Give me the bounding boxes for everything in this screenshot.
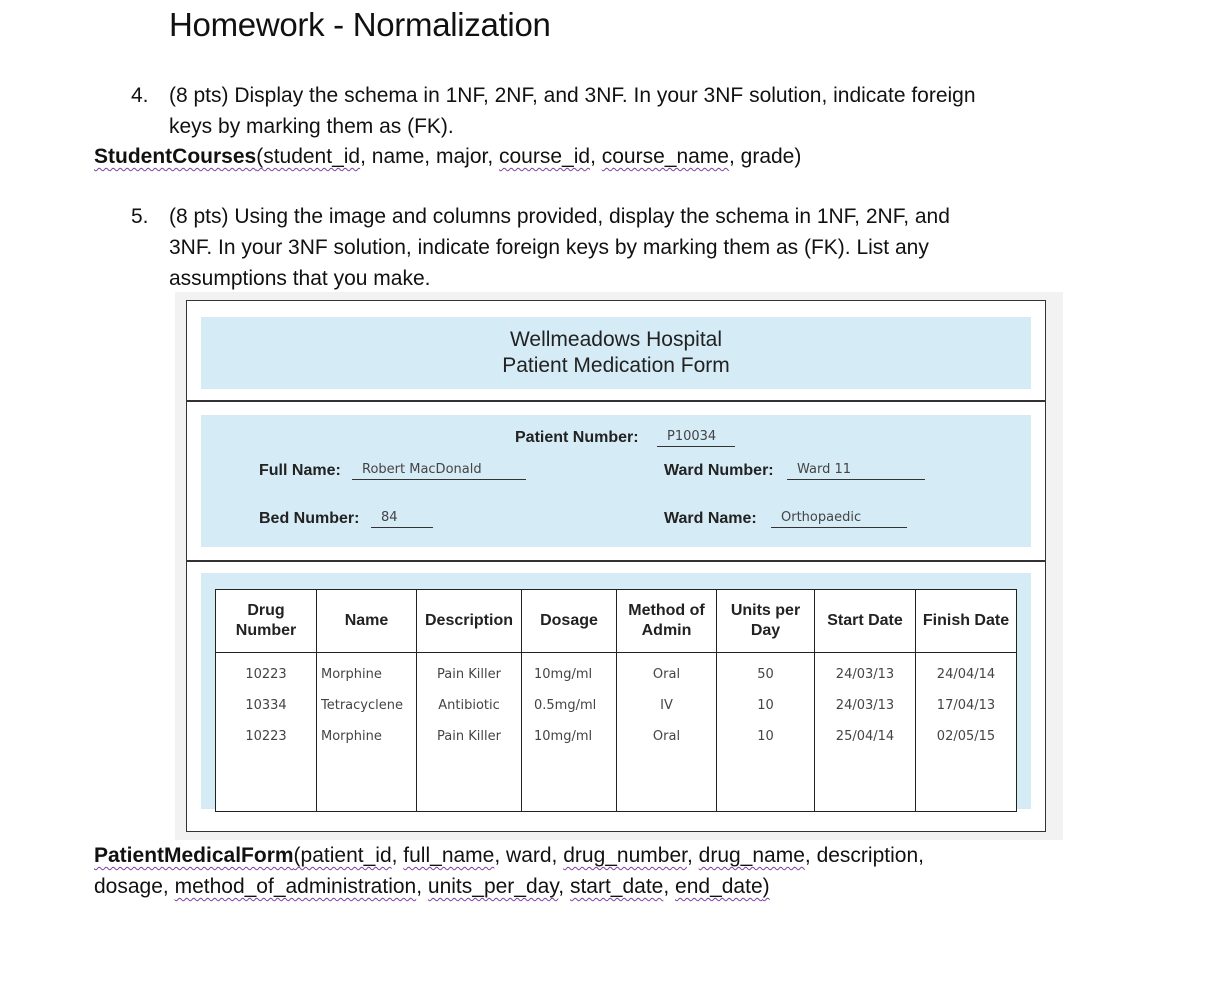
ward-number-value: Ward 11 (787, 462, 925, 480)
column-header: Drug Number (216, 590, 317, 653)
column-header: Name (317, 590, 417, 653)
table-cell: 02/05/15 (936, 729, 996, 744)
bed-number-value: 84 (371, 510, 433, 528)
column-description (417, 653, 522, 812)
table-cell: Oral (652, 729, 681, 744)
schema-attr: patient_id (300, 844, 392, 867)
question-4-number: 4. (131, 84, 149, 107)
column-method (617, 653, 717, 812)
question-5-line-2: 3NF. In your 3NF solution, indicate foreign keys by marking them as (FK). List any (169, 236, 929, 259)
schema-line-2: dosage, method_of_administration, units_per_day, start_date, end_date) (94, 875, 770, 898)
question-4 (0, 80, 1216, 142)
bed-number-label: Bed Number: (259, 510, 360, 527)
schema-line-1: PatientMedicalForm(patient_id, full_name, ward, drug_number, drug_name, description, (94, 844, 924, 867)
table-cell: Morphine (321, 667, 382, 682)
schema-attr: start_date (569, 875, 664, 898)
question-5 (0, 201, 1216, 294)
table-body-row (216, 653, 1017, 812)
patient-number-label: Patient Number: (515, 429, 639, 446)
question-5-number: 5. (131, 205, 149, 228)
schema-attr: drug_number (563, 844, 687, 867)
column-start-date (815, 653, 916, 812)
column-header: Description (417, 590, 522, 653)
table-cell: 24/03/13 (835, 698, 895, 713)
ward-name-value: Orthopaedic (771, 510, 907, 528)
form-title: Patient Medication Form (502, 354, 730, 377)
schema-attr: units_per_day (427, 875, 559, 898)
table-cell: 24/03/13 (835, 667, 895, 682)
full-name-label: Full Name: (259, 462, 341, 479)
schema-name: StudentCourses (94, 145, 257, 168)
table-cell: 10334 (245, 698, 287, 713)
question-4-line-2: keys by marking them as (FK). (169, 115, 454, 138)
schema-attr: course_name (601, 145, 729, 168)
column-finish-date (916, 653, 1017, 812)
table-header-row (216, 590, 1017, 653)
schema-name: PatientMedicalForm (94, 844, 294, 867)
table-cell: Pain Killer (437, 729, 501, 744)
question-4-line-1: (8 pts) Display the schema in 1NF, 2NF, and 3NF. In your 3NF solution, indicate foreign (169, 84, 976, 107)
ward-name-label: Ward Name: (664, 510, 757, 527)
schema-attr: end_date (675, 875, 763, 898)
form-header-band (201, 317, 1031, 389)
question-5-line-3: assumptions that you make. (169, 267, 431, 290)
form-divider (187, 400, 1045, 402)
column-header: Start Date (815, 590, 916, 653)
schema-attr: method_of_administration (174, 875, 417, 898)
table-cell: 0.5mg/ml (534, 698, 597, 713)
column-header: Finish Date (916, 590, 1017, 653)
schema-attr: course_id (499, 145, 591, 168)
table-cell: 10 (757, 698, 774, 713)
table-cell: Tetracyclene (321, 698, 403, 713)
table-cell: 10mg/ml (534, 729, 593, 744)
form-divider (187, 560, 1045, 562)
table-cell: Morphine (321, 729, 382, 744)
table-cell: 25/04/14 (835, 729, 895, 744)
table-cell: 10 (757, 729, 774, 744)
table-cell: IV (660, 698, 673, 713)
column-header: Method of Admin (617, 590, 717, 653)
schema-attr: full_name (403, 844, 495, 867)
table-cell: Oral (652, 667, 681, 682)
schema-patient-medical-form (94, 840, 1094, 902)
table-cell: 50 (757, 667, 774, 682)
schema-student-courses: StudentCourses(student_id, name, major, course_id, course_name, grade) (94, 145, 802, 168)
table-cell: 10223 (245, 667, 287, 682)
patient-number-value: P10034 (657, 429, 735, 447)
column-header: Dosage (522, 590, 617, 653)
form-patient-band (201, 415, 1031, 547)
medication-table (215, 589, 1017, 812)
page-title: Homework - Normalization (169, 6, 551, 43)
table-cell: 10mg/ml (534, 667, 593, 682)
column-name (317, 653, 417, 812)
table-cell: 24/04/14 (936, 667, 996, 682)
column-dosage (522, 653, 617, 812)
schema-attr: student_id (263, 145, 361, 168)
table-cell: 17/04/13 (936, 698, 996, 713)
column-header: Units per Day (717, 590, 815, 653)
column-units (717, 653, 815, 812)
full-name-value: Robert MacDonald (352, 462, 526, 480)
table-cell: Pain Killer (437, 667, 501, 682)
table-cell: Antibiotic (438, 698, 500, 713)
hospital-name: Wellmeadows Hospital (509, 328, 723, 351)
patient-medication-form (186, 300, 1046, 832)
table-cell: 10223 (245, 729, 287, 744)
question-5-line-1: (8 pts) Using the image and columns provided, display the schema in 1NF, 2NF, and (169, 205, 950, 228)
ward-number-label: Ward Number: (664, 462, 774, 479)
schema-attr: drug_name (698, 844, 805, 867)
column-drug-number (216, 653, 317, 812)
